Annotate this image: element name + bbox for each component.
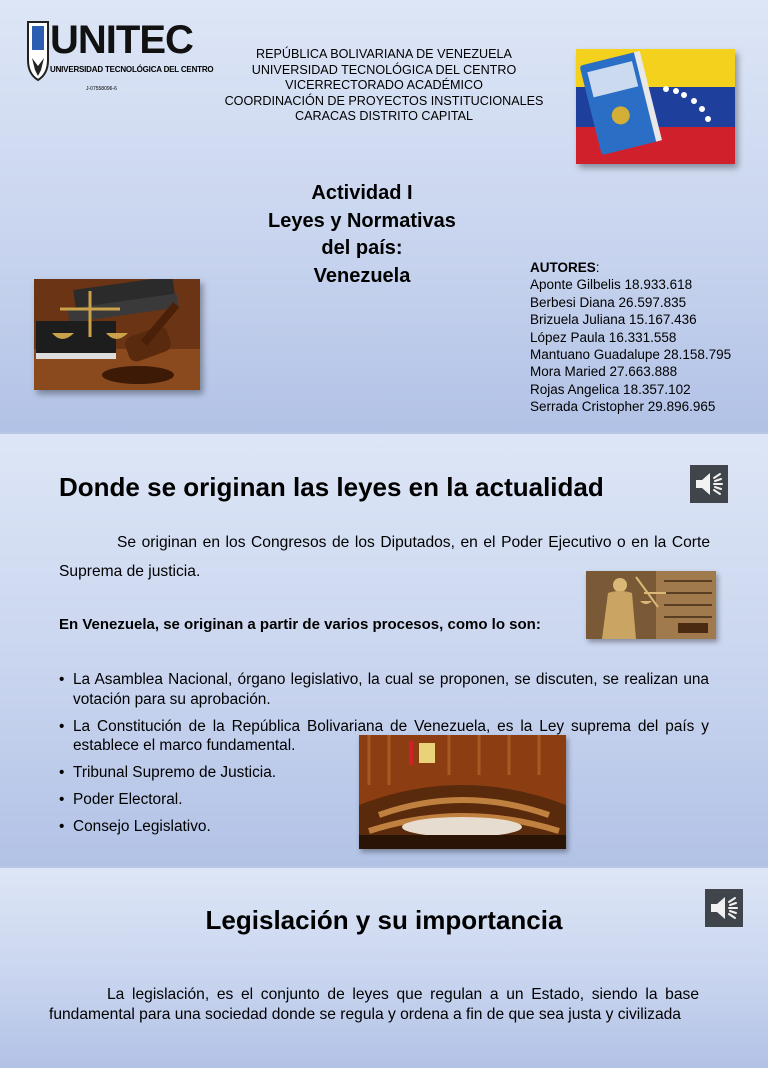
header-line: CARACAS DISTRITO CAPITAL bbox=[295, 109, 473, 123]
institution-header bbox=[200, 47, 568, 125]
authors-heading: AUTORES bbox=[530, 260, 596, 275]
authors-list: AUTORES: Aponte Gilbelis 18.933.618 Berbesi Diana 26.597.835 Brizuela Juliana 15.167.436 López Paula 16.331.558 Mantuano Guadalupe 28.158.795 Mora Maried 27.663.888 Rojas Angelica 18.357.102 Serrada Cristopher 29.896.965 bbox=[530, 260, 732, 415]
list-item: • Tribunal Supremo de Justicia. bbox=[59, 763, 709, 783]
activity-title bbox=[240, 180, 484, 290]
logo-rif: J-07558096-6 bbox=[86, 86, 117, 92]
title-line: Actividad I bbox=[311, 182, 413, 204]
speaker-icon[interactable] bbox=[705, 889, 743, 927]
author-item: Aponte Gilbelis 18.933.618 bbox=[530, 277, 693, 293]
speaker-icon[interactable] bbox=[690, 465, 728, 503]
header-line: REPÚBLICA BOLIVARIANA DE VENEZUELA bbox=[256, 47, 512, 61]
slide-origin-of-laws bbox=[0, 434, 768, 866]
slide-title: Donde se originan las leyes en la actualidad bbox=[59, 472, 604, 502]
logo-subtitle: UNIVERSIDAD TECNOLÓGICA DEL CENTRO bbox=[50, 65, 214, 74]
lady-justice-image bbox=[586, 571, 716, 639]
slide-title: Legislación y su importancia bbox=[205, 905, 563, 935]
author-item: Rojas Angelica 18.357.102 bbox=[530, 381, 691, 397]
header-line: COORDINACIÓN DE PROYECTOS INSTITUCIONALES bbox=[224, 93, 544, 108]
gavel-books-image bbox=[34, 279, 200, 390]
author-item: Brizuela Juliana 15.167.436 bbox=[530, 312, 697, 328]
list-item: • La Constitución de la República Bolivariana de Venezuela, es la Ley suprema del país y establece el marco fundamental. bbox=[59, 717, 709, 756]
author-item: Mantuano Guadalupe 28.158.795 bbox=[530, 347, 732, 363]
list-item: • La Asamblea Nacional, órgano legislativo, la cual se proponen, se discuten, se realizan una votación para su aprobación. bbox=[59, 670, 709, 709]
title-line: Venezuela bbox=[313, 264, 411, 287]
author-item: Berbesi Diana 26.597.835 bbox=[530, 294, 687, 310]
list-item: • Consejo Legislativo. bbox=[59, 817, 709, 837]
shield-icon bbox=[26, 20, 50, 82]
author-item: López Paula 16.331.558 bbox=[530, 329, 677, 345]
slide-cover bbox=[0, 0, 768, 432]
origin-paragraph: Se originan en los Congresos de los Diputados, en el Poder Ejecutivo o en la Corte Suprema de justicia. bbox=[59, 534, 710, 580]
logo-name: UNITEC bbox=[50, 18, 193, 62]
legislation-paragraph: La legislación, es el conjunto de leyes que regulan a un Estado, siendo la base fundamental para una sociedad donde se regula y ordena a fin de que sea justa y civilizada bbox=[49, 986, 699, 1023]
national-assembly-image bbox=[359, 735, 566, 849]
title-line: Leyes y Normativas bbox=[268, 209, 456, 232]
author-item: Serrada Cristopher 29.896.965 bbox=[530, 399, 716, 415]
slide-legislation bbox=[0, 868, 768, 1068]
constitution-flag-image bbox=[576, 49, 735, 164]
header-line: UNIVERSIDAD TECNOLÓGICA DEL CENTRO bbox=[251, 62, 517, 77]
title-line: del país: bbox=[321, 237, 403, 259]
header-line: VICERRECTORADO ACADÉMICO bbox=[285, 78, 483, 92]
list-item: • Poder Electoral. bbox=[59, 790, 709, 810]
processes-intro: En Venezuela, se originan a partir de varios procesos, como lo son: bbox=[59, 616, 541, 633]
unitec-logo bbox=[26, 18, 214, 98]
author-item: Mora Maried 27.663.888 bbox=[530, 364, 678, 380]
